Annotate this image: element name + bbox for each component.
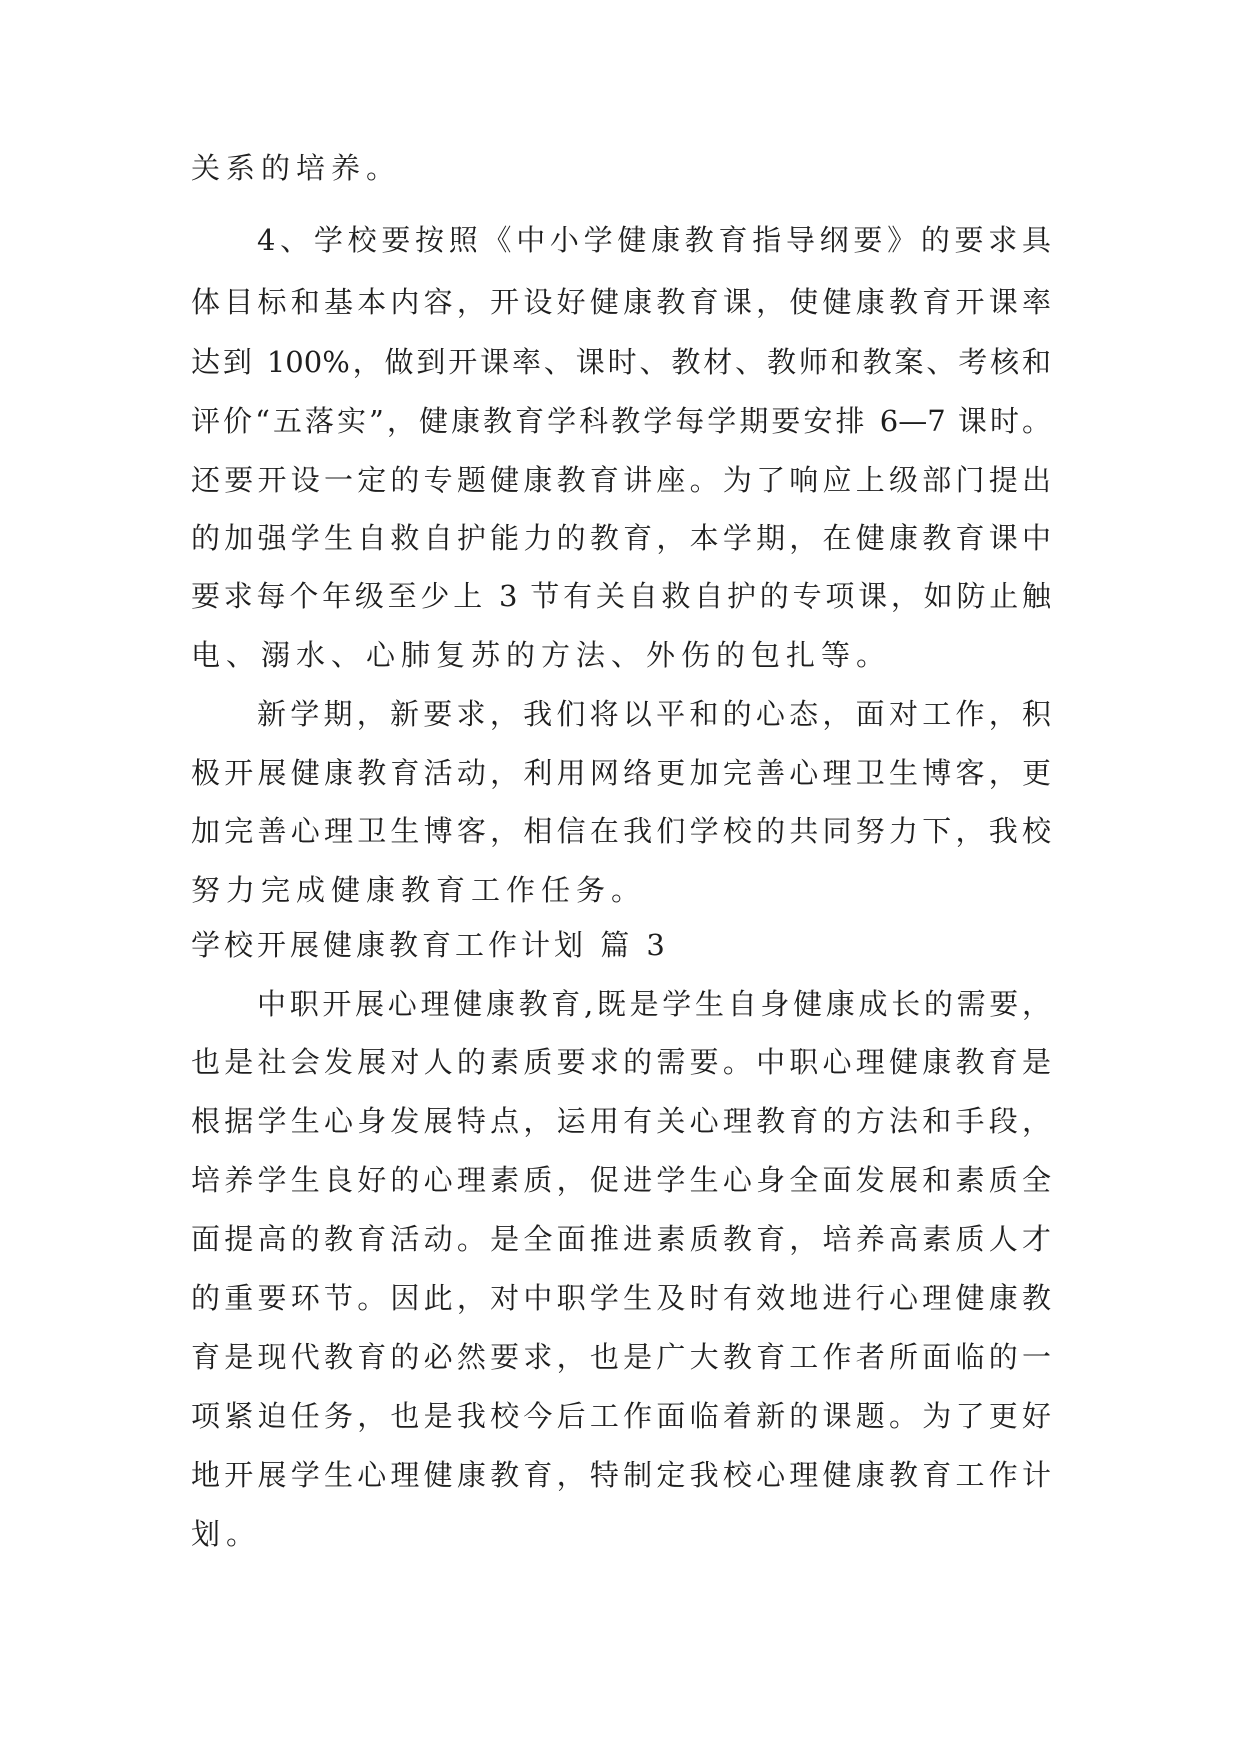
text-line: 评价“五落实”，健康教育学科教学每学期要安排 6—7 课时。 [191,404,1051,438]
text-line: 也是社会发展对人的素质要求的需要。中职心理健康教育是 [191,1045,1051,1079]
text-line: 努力完成健康教育工作任务。 [191,873,647,907]
text-line: 还要开设一定的专题健康教育讲座。为了响应上级部门提出 [191,463,1051,497]
text-line: 地开展学生心理健康教育，特制定我校心理健康教育工作计 [191,1458,1051,1492]
text-line: 新学期，新要求，我们将以平和的心态，面对工作，积 [257,697,1051,731]
text-line: 划。 [191,1517,262,1551]
text-line: 面提高的教育活动。是全面推进素质教育，培养高素质人才 [191,1222,1051,1256]
text-line: 电、溺水、心肺复苏的方法、外伤的包扎等。 [191,638,892,672]
text-line: 中职开展心理健康教育,既是学生自身健康成长的需要， [257,987,1051,1021]
text-line: 要求每个年级至少上 3 节有关自救自护的专项课，如防止触 [191,579,1051,613]
text-line: 关系的培养。 [191,151,402,185]
text-line: 培养学生良好的心理素质，促进学生心身全面发展和素质全 [191,1163,1051,1197]
text-line: 4、学校要按照《中小学健康教育指导纲要》的要求具 [257,223,1051,257]
text-line: 达到 100%，做到开课率、课时、教材、教师和教案、考核和 [191,345,1051,379]
text-line: 的加强学生自救自护能力的教育，本学期，在健康教育课中 [191,521,1051,555]
text-line: 育是现代教育的必然要求，也是广大教育工作者所面临的一 [191,1340,1051,1374]
text-line: 根据学生心身发展特点，运用有关心理教育的方法和手段， [191,1104,1051,1138]
section-heading: 学校开展健康教育工作计划 篇 3 [191,928,669,962]
text-line: 项紧迫任务，也是我校今后工作面临着新的课题。为了更好 [191,1399,1051,1433]
text-line: 极开展健康教育活动，利用网络更加完善心理卫生博客，更 [191,756,1051,790]
text-line: 的重要环节。因此，对中职学生及时有效地进行心理健康教 [191,1281,1051,1315]
text-line: 体目标和基本内容，开设好健康教育课，使健康教育开课率 [191,285,1051,319]
text-line: 加完善心理卫生博客，相信在我们学校的共同努力下，我校 [191,814,1051,848]
